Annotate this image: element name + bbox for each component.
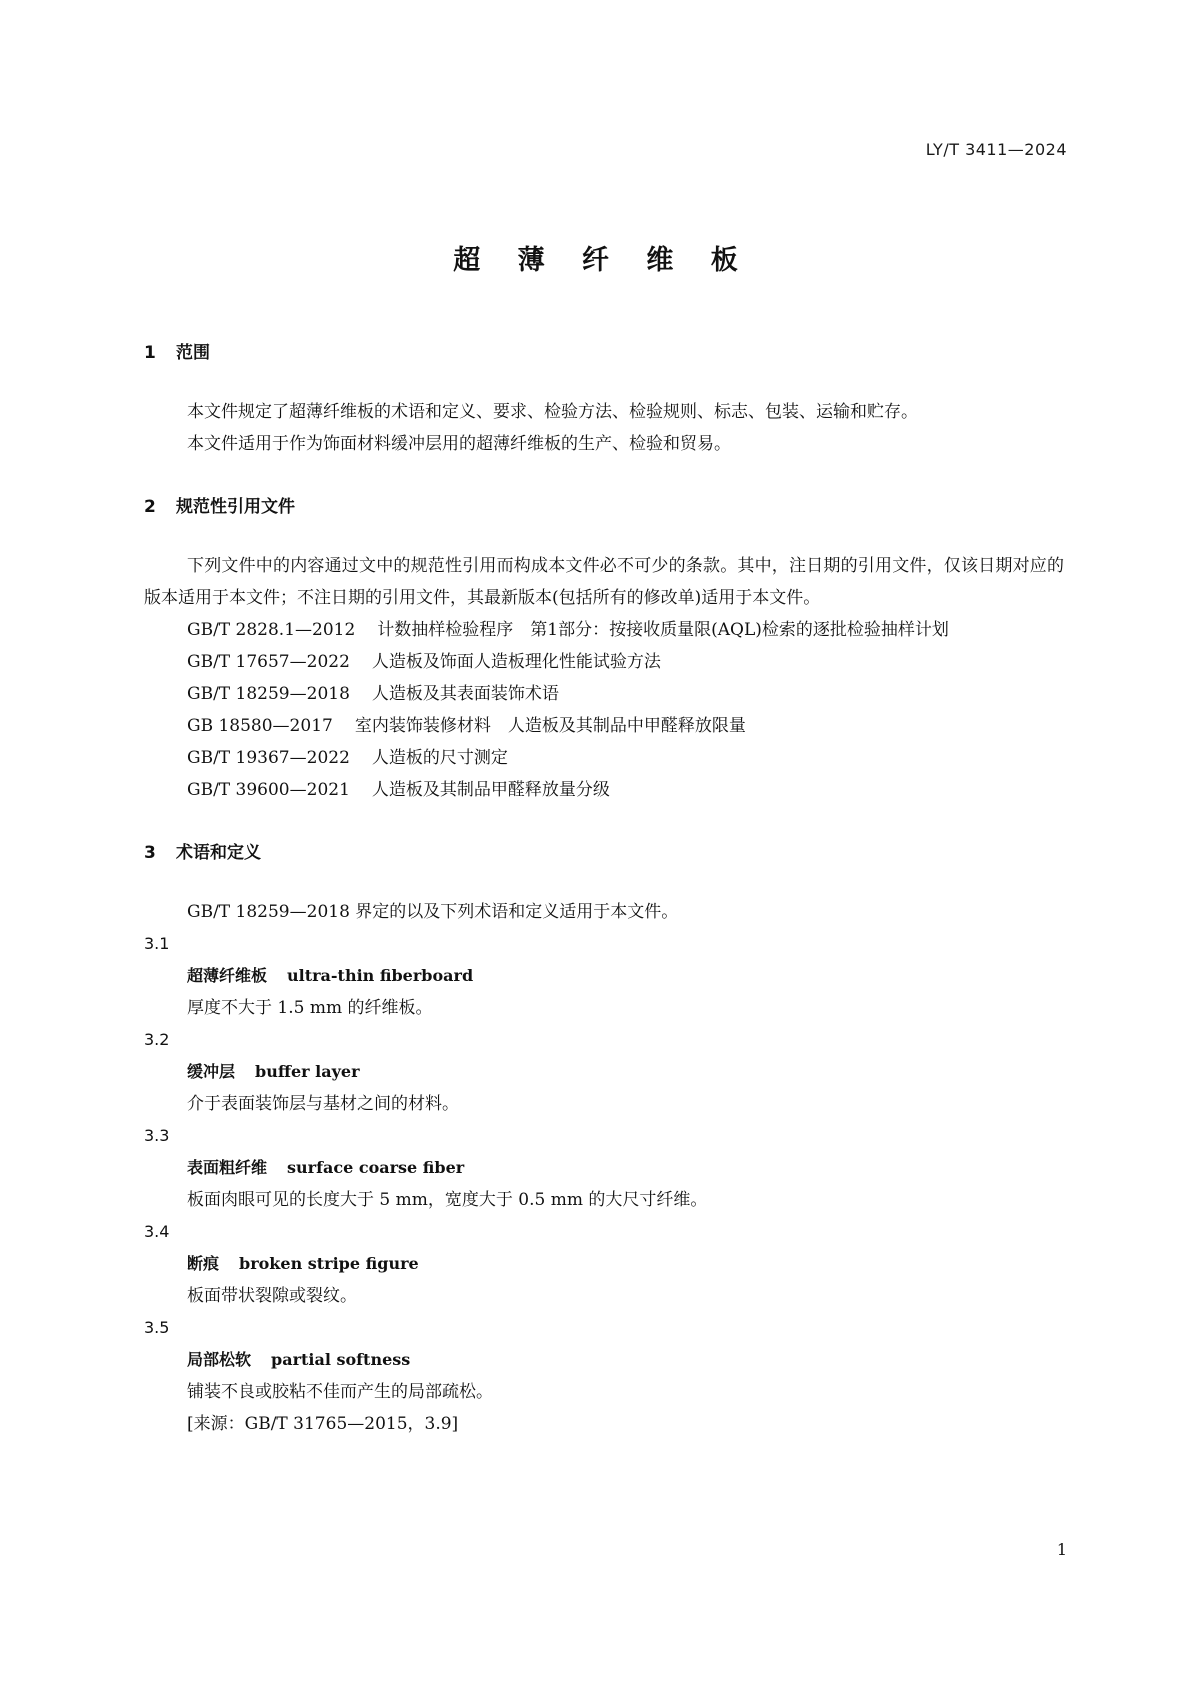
term-number: 3.2: [144, 1030, 170, 1049]
term-english: surface coarse fiber: [287, 1158, 465, 1177]
reference-code: GB/T 2828.1—2012: [187, 620, 356, 640]
document-body: [144, 340, 1064, 1440]
standard-code: LY/T 3411—2024: [925, 140, 1067, 159]
term-entry: [144, 1344, 1064, 1376]
term-number: 3.1: [144, 934, 170, 953]
term-entry: [144, 960, 1064, 992]
reference-title: 人造板及其制品甲醛释放量分级: [371, 780, 610, 800]
term-definition: 厚度不大于 1.5 mm 的纤维板。: [187, 998, 433, 1018]
reference-title: 人造板及饰面人造板理化性能试验方法: [371, 652, 661, 672]
term-source: [来源：GB/T 31765—2015，3.9]: [187, 1414, 459, 1434]
reference-title: 计数抽样检验程序 第1部分：按接收质量限(AQL)检索的逐批检验抽样计划: [377, 620, 949, 640]
term-english: ultra-thin fiberboard: [287, 966, 474, 985]
reference-title: 人造板的尺寸测定: [371, 748, 508, 768]
section-heading-scope: [144, 340, 1064, 366]
reference-code: GB/T 19367—2022: [187, 748, 350, 768]
term-entry: [144, 1248, 1064, 1280]
term-entry: [144, 1056, 1064, 1088]
section-number: 3: [144, 843, 156, 863]
term-definition: 板面肉眼可见的长度大于 5 mm，宽度大于 0.5 mm 的大尺寸纤维。: [187, 1190, 708, 1210]
term-number: 3.3: [144, 1126, 170, 1145]
term-definition: 介于表面装饰层与基材之间的材料。: [187, 1094, 459, 1114]
section-heading-terms: [144, 840, 1064, 866]
term-chinese: 表面粗纤维: [187, 1158, 268, 1177]
terms-intro: GB/T 18259—2018 界定的以及下列术语和定义适用于本文件。: [187, 902, 679, 922]
section-heading-normative-references: [144, 494, 1064, 520]
scope-paragraph: 本文件适用于作为饰面材料缓冲层用的超薄纤维板的生产、检验和贸易。: [187, 434, 731, 454]
reference-item: [144, 614, 1064, 646]
page-number: 1: [1056, 1540, 1067, 1559]
section-title: 规范性引用文件: [176, 497, 295, 517]
term-english: buffer layer: [255, 1062, 360, 1081]
section-number: 2: [144, 497, 156, 517]
reference-title: 室内装饰装修材料 人造板及其制品中甲醛释放限量: [354, 716, 746, 736]
section-title: 范围: [176, 343, 210, 363]
term-number: 3.5: [144, 1318, 170, 1337]
section-title: 术语和定义: [176, 843, 261, 863]
term-number: 3.4: [144, 1222, 170, 1241]
reference-item: [144, 646, 1064, 678]
term-chinese: 缓冲层: [187, 1062, 236, 1081]
reference-item: [144, 742, 1064, 774]
reference-code: GB/T 39600—2021: [187, 780, 350, 800]
term-entry: [144, 1152, 1064, 1184]
document-title: 超 薄 纤 维 板: [453, 245, 752, 276]
scope-paragraph: 本文件规定了超薄纤维板的术语和定义、要求、检验方法、检验规则、标志、包装、运输和贮存。: [187, 402, 918, 422]
reference-item: [144, 678, 1064, 710]
references-intro: 下列文件中的内容通过文中的规范性引用而构成本文件必不可少的条款。其中，注日期的引用文件，仅该日期对应的版本适用于本文件；不注日期的引用文件，其最新版本(包括所有的修改单)适用于本文件。: [144, 556, 1064, 608]
reference-code: GB/T 18259—2018: [187, 684, 350, 704]
reference-item: [144, 710, 1064, 742]
term-chinese: 断痕: [187, 1254, 220, 1273]
term-english: broken stripe figure: [239, 1254, 419, 1273]
term-definition: 板面带状裂隙或裂纹。: [187, 1286, 357, 1306]
term-english: partial softness: [271, 1350, 411, 1369]
reference-item: [144, 774, 1064, 806]
reference-code: GB 18580—2017: [187, 716, 333, 736]
term-chinese: 局部松软: [187, 1350, 252, 1369]
section-number: 1: [144, 343, 156, 363]
reference-code: GB/T 17657—2022: [187, 652, 350, 672]
term-chinese: 超薄纤维板: [187, 966, 268, 985]
term-definition: 铺装不良或胶粘不佳而产生的局部疏松。: [187, 1382, 493, 1402]
reference-title: 人造板及其表面装饰术语: [371, 684, 559, 704]
